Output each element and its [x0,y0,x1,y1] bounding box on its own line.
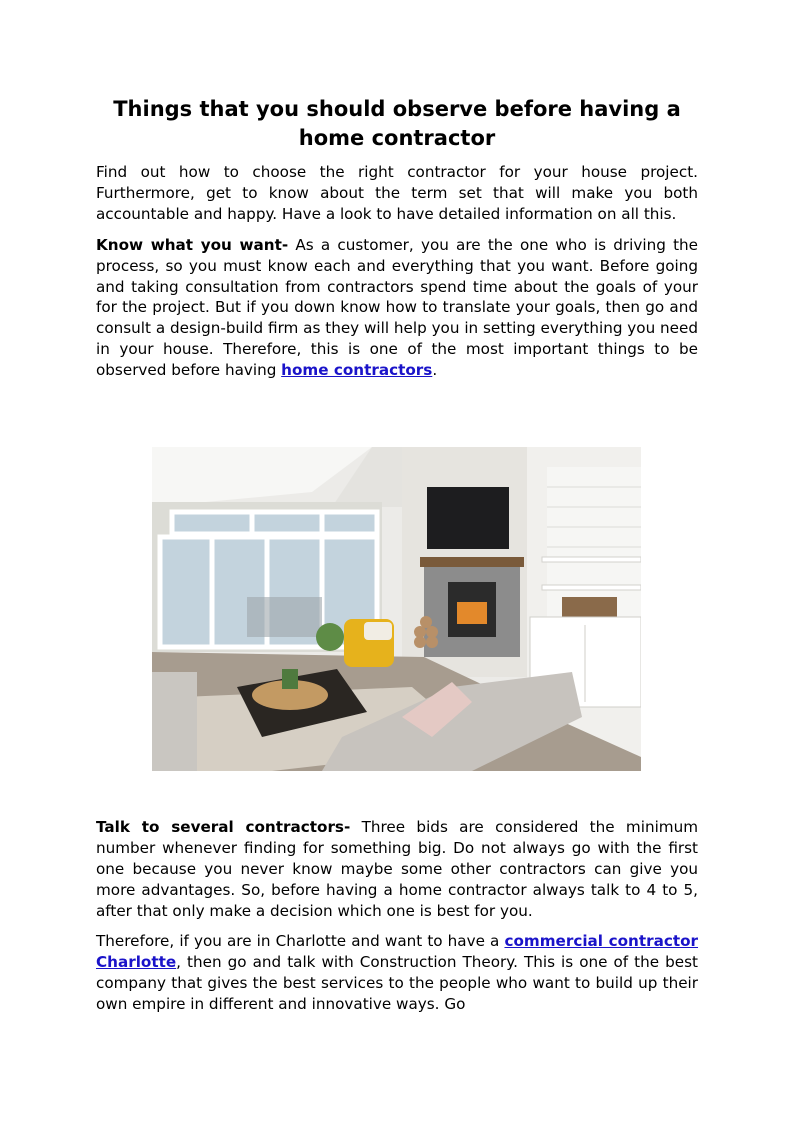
know-heading: Know what you want- [96,235,289,254]
document-page [96,95,699,1013]
know-end: . [432,361,438,380]
living-room-image [152,447,641,771]
know-what-you-want-paragraph [96,235,698,381]
talk-heading: Talk to several contractors- [96,818,351,836]
living-room-photo [152,447,641,771]
commercial-contractor-charlotte-link[interactable]: commercial contractor Charlotte [96,932,699,971]
know-text: As a customer, you are the one who is driving the process, so you must know each and everything that you want. Before going and taking consultation from contractors spend time about the goals of your for the project. But if you down know how to translate your goals, then go and consult a design-build firm as they will help you in setting everything you need in your house. Therefore, this is one of the most important things to be observed before having [96,235,698,380]
charlotte-start: Therefore, if you are in Charlotte and want to have a [96,932,505,950]
talk-to-contractors-paragraph [96,817,698,922]
home-contractors-link[interactable]: home contractors [281,361,433,380]
page-title: Things that you should observe before having a home contractor [113,97,681,150]
intro-paragraph: Find out how to choose the right contractor for your house project. Furthermore, get to know about the term set that will make you both accountable and happy. Have a look to have detailed information on all this. [96,163,698,223]
charlotte-text: , then go and talk with Construction Theory. This is one of the best company that gives the best services to the people who want to build up their own empire in different and innovative ways. Go [96,952,698,1013]
talk-text: Three bids are considered the minimum number whenever finding for something big. Do not always go with the first one because you never know maybe some other contractors can give you more advantages. So, before having a home contractor always talk to 4 to 5, after that only make a decision which one is best for you. [96,818,698,920]
charlotte-paragraph [96,931,698,1015]
